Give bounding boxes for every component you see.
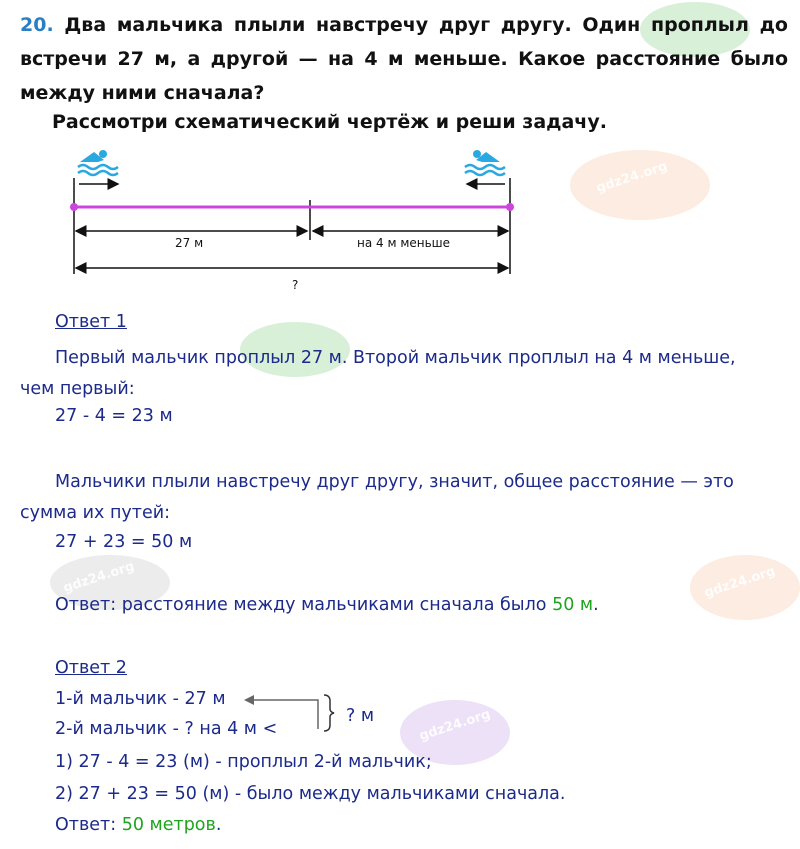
task-instruction: Рассмотри схематический чертёж и реши задачу. — [52, 111, 607, 133]
answer2-final-suffix: . — [215, 815, 222, 835]
task-number: 20. — [20, 14, 54, 36]
answer1-final-prefix: Ответ: расстояние между мальчиками сначала было — [55, 595, 553, 615]
answer1-para2 — [20, 467, 788, 529]
answer2-final — [55, 815, 221, 835]
watermark-text: gdz24.org — [702, 563, 778, 602]
answer1-para1-line1: Первый мальчик проплыл 27 м. Второй мальчик проплыл на 4 м меньше, — [55, 348, 736, 368]
answer2-step2: 2) 27 + 23 = 50 (м) - было между мальчиками сначала. — [55, 784, 566, 804]
answer1-para2-line2: сумма их путей: — [20, 503, 170, 523]
swimmer-left-icon — [78, 150, 118, 175]
answer1-para1 — [20, 343, 788, 405]
answer2-scheme — [240, 690, 350, 740]
answer1-final-value: 50 м — [552, 595, 594, 615]
watermark-text: gdz24.org — [594, 158, 670, 197]
answer2-brace-label: ? м — [346, 706, 375, 726]
answer2-step1: 1) 27 - 4 = 23 (м) - проплыл 2-й мальчик; — [55, 752, 432, 772]
swimmer-right-icon — [465, 150, 505, 175]
answer1-para1-line2: чем первый: — [20, 379, 135, 399]
answer1-calc2: 27 + 23 = 50 м — [55, 532, 193, 552]
answer2-final-value: 50 метров — [121, 815, 216, 835]
label-total: ? — [292, 278, 299, 292]
segment-end-point — [506, 203, 514, 211]
schematic-diagram — [0, 140, 560, 300]
label-first: 27 м — [175, 236, 204, 250]
answer1-final — [55, 595, 599, 615]
segment-start-point — [70, 203, 78, 211]
watermark-text: gdz24.org — [61, 558, 137, 597]
answer1-calc1: 27 - 4 = 23 м — [55, 406, 173, 426]
answer2-heading: Ответ 2 — [55, 658, 127, 678]
answer1-final-suffix: . — [593, 595, 599, 615]
watermark-text: gdz24.org — [417, 706, 493, 745]
answer2-final-prefix: Ответ: — [55, 815, 122, 835]
task-statement — [20, 8, 788, 110]
answer1-heading: Ответ 1 — [55, 312, 127, 332]
watermark-blob — [570, 150, 710, 220]
answer2-row2-text: 2-й мальчик - ? на 4 м — [55, 719, 258, 739]
label-second: на 4 м меньше — [357, 236, 451, 250]
answer1-para2-line1: Мальчики плыли навстречу друг другу, значит, общее расстояние — это — [55, 472, 734, 492]
task-text: Два мальчика плыли навстречу друг другу. Один проплыл до встречи 27 м, а другой — на 4 м меньше. Какое расстояние было между ними сначала? — [20, 14, 788, 104]
answer2-row1: 1-й мальчик - 27 м — [55, 689, 226, 709]
answer2-row2: 2-й мальчик - ? на 4 м < — [55, 719, 278, 739]
